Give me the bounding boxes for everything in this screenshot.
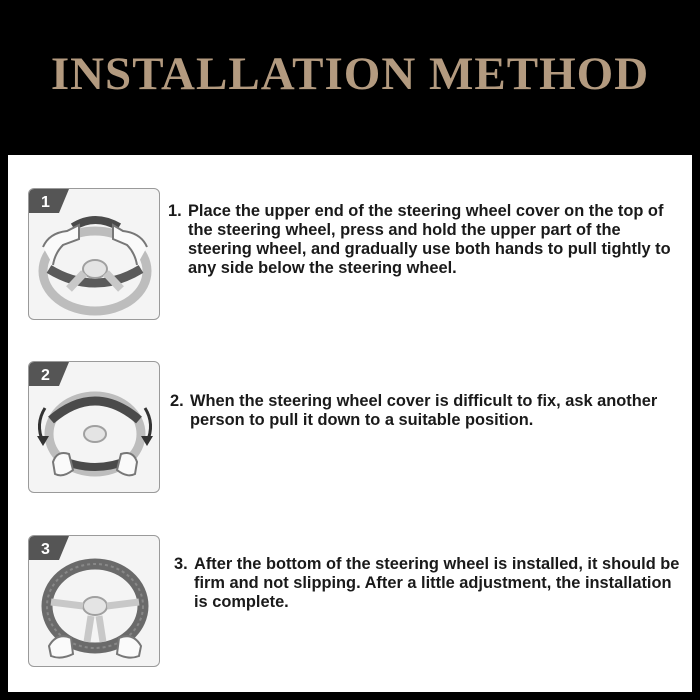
step-1-illustration	[28, 188, 160, 320]
step-1-text	[168, 202, 688, 278]
header-banner	[0, 0, 700, 155]
step-badge-1	[29, 189, 69, 213]
step-badge-3	[29, 536, 69, 560]
page-title: INSTALLATION METHOD	[50, 47, 650, 100]
step-3-number: 3.	[174, 555, 188, 573]
step-3-text	[174, 555, 688, 612]
step-2-number: 2.	[170, 392, 184, 410]
svg-text:2: 2	[41, 367, 50, 384]
svg-text:3: 3	[41, 541, 50, 558]
step-2-description: When the steering wheel cover is difficult to fix, ask another person to pull it down to a suitable position.	[190, 392, 658, 429]
step-badge-2	[29, 362, 69, 386]
step-2-text	[170, 392, 690, 430]
svg-text:1: 1	[41, 194, 50, 211]
step-1-description: Place the upper end of the steering wheel cover on the top of the steering wheel, press and hold the upper part of the steering wheel, and gradually use both hands to pull tightly to any side below the steering wheel.	[188, 202, 671, 277]
step-3-description: After the bottom of the steering wheel is installed, it should be firm and not slipping. After a little adjustment, the installation is complete.	[194, 555, 680, 611]
step-3-illustration	[28, 535, 160, 667]
instructions-panel	[8, 155, 692, 692]
step-1-number: 1.	[168, 202, 182, 220]
step-2-illustration	[28, 361, 160, 493]
